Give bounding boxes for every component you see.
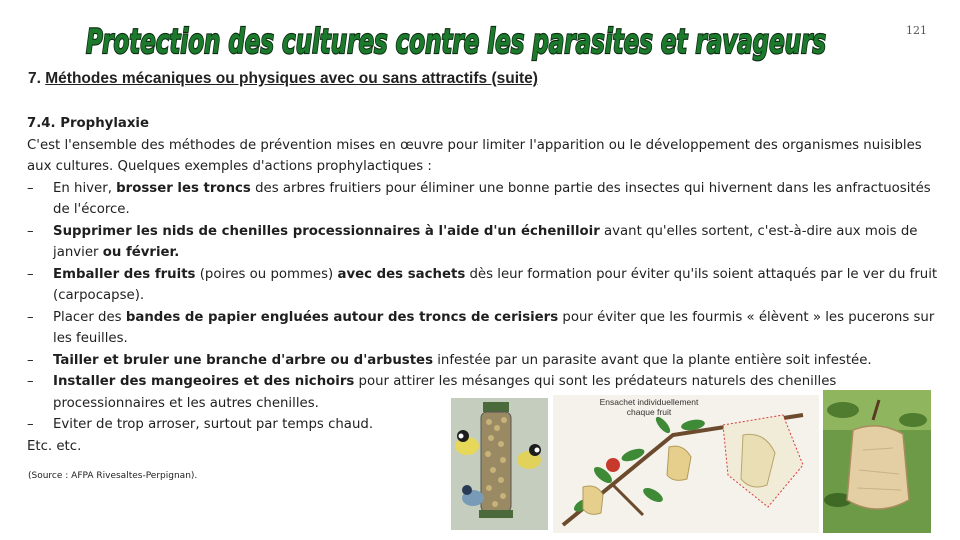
list-dash: – — [27, 374, 34, 389]
source-citation: (Source : AFPA Rivesaltes-Perpignan). — [28, 471, 198, 481]
list-item — [27, 221, 942, 264]
page-title-banner — [0, 8, 960, 68]
list-item-emphasis: Supprimer les nids de chenilles processionnaires à l'aide d'un échenilloir — [53, 223, 600, 239]
page-number: 121 — [906, 24, 927, 37]
subsection-title: 7.4. Prophylaxie — [27, 116, 150, 131]
section-heading — [28, 70, 538, 88]
list-item — [27, 307, 942, 350]
paper-bag-photo — [823, 390, 931, 533]
list-item-text: pour attirer les mésanges qui sont les prédateurs naturels des chenilles processionnaires et les autres chenilles. — [53, 374, 837, 411]
list-item-text: des arbres fruitiers pour éliminer une bonne partie des insectes qui hivernent dans les anfractuosités de l'écorce. — [53, 180, 931, 217]
list-dash: – — [27, 266, 34, 282]
section-number: 7. — [28, 70, 41, 87]
list-item — [27, 264, 942, 307]
closing-text: Etc. etc. — [27, 438, 82, 454]
page-title: Protection des cultures contre les parasites et ravageurs — [86, 22, 826, 62]
list-item-text: dès leur formation pour éviter qu'ils soient attaqués par le ver du fruit (carpocapse). — [53, 266, 938, 303]
page-title-graphic — [0, 8, 960, 68]
list-item-emphasis: bandes de papier engluées autour des troncs de cerisiers — [125, 309, 559, 325]
list-item-emphasis: ou février. — [102, 245, 180, 260]
list-item-text: (poires ou pommes) — [195, 266, 338, 282]
section-heading-text: Méthodes mécaniques ou physiques avec ou sans attractifs (suite) — [45, 70, 538, 87]
list-item-text: Eviter de trop arroser, surtout par temps chaud. — [53, 417, 374, 432]
list-dash: – — [27, 417, 34, 432]
list-item — [27, 178, 942, 221]
bird-feeder-photo — [451, 398, 548, 530]
list-item-text: En hiver, — [53, 180, 117, 196]
definition-paragraph: C'est l'ensemble des méthodes de prévention mises en œuvre pour limiter l'apparition ou le développement des organismes nuisibles aux cultures. Quelques exemples d'actions prophylactiques : — [27, 137, 922, 174]
list-item-emphasis: avec des sachets — [337, 266, 466, 282]
list-item-emphasis: Installer des mangeoires et des nichoirs — [53, 374, 355, 389]
list-dash: – — [27, 180, 34, 196]
list-dash: – — [27, 352, 34, 368]
list-dash: – — [27, 309, 34, 325]
list-item-emphasis: Emballer des fruits — [53, 266, 196, 282]
bag-photo-caption: Ensachet individuellement chaque fruit — [599, 397, 699, 417]
list-item-text: pour éviter que les fourmis « élèvent » les pucerons sur les feuilles. — [53, 309, 935, 346]
list-item-text: infestée par un parasite avant que la plante entière soit infestée. — [433, 352, 872, 368]
list-item-emphasis: Tailler et bruler une branche d'arbre ou d'arbustes — [53, 352, 433, 368]
list-item-text: avant qu'elles sortent, c'est-à-dire aux mois de janvier — [53, 223, 918, 260]
list-item — [27, 350, 942, 372]
list-item-text: Placer des — [53, 309, 126, 325]
list-dash: – — [27, 223, 34, 239]
list-item-emphasis: brosser les troncs — [116, 180, 251, 196]
